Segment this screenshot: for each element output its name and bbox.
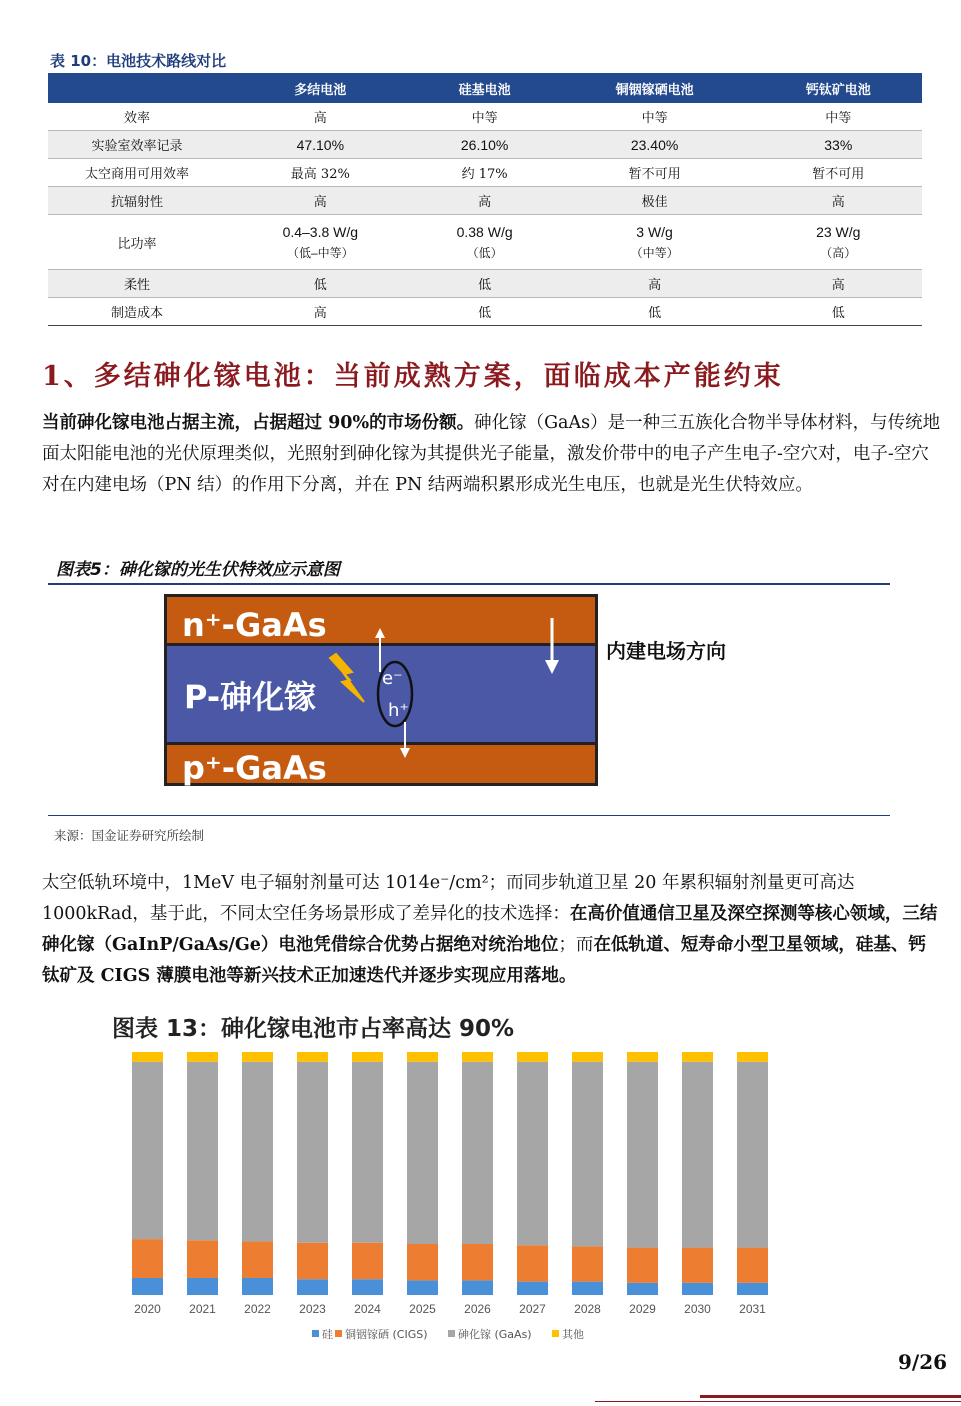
page-number: 9/26 xyxy=(898,1350,948,1374)
figure5-caption: 图表5：砷化镓的光生伏特效应示意图 xyxy=(56,560,340,580)
bar-segment xyxy=(462,1280,493,1295)
bar-segment xyxy=(462,1244,493,1280)
bar-segment xyxy=(517,1062,548,1245)
bar-segment xyxy=(517,1282,548,1295)
legend-swatch xyxy=(552,1330,559,1337)
layer-bottom-label: p⁺-GaAs xyxy=(182,749,327,787)
bar-segment xyxy=(132,1062,163,1239)
table-cell: 中等 xyxy=(755,103,922,131)
table-row xyxy=(48,103,922,131)
bar-segment xyxy=(682,1052,713,1062)
bar-segment xyxy=(132,1052,163,1062)
table-cell: 低 xyxy=(555,298,755,326)
bar-segment xyxy=(737,1248,768,1283)
section-title: 1、多结砷化镓电池：当前成熟方案，面临成本产能约束 xyxy=(42,361,784,392)
bar-segment xyxy=(572,1282,603,1295)
bar-segment xyxy=(297,1243,328,1279)
chart-legend xyxy=(312,1327,584,1341)
bar-segment xyxy=(352,1279,383,1295)
table-cell: 低 xyxy=(415,270,555,298)
row-label: 抗辐射性 xyxy=(48,187,226,215)
table-cell: 高 xyxy=(755,270,922,298)
bar-segment xyxy=(407,1062,438,1244)
row-label: 实验室效率记录 xyxy=(48,131,226,159)
table-cell: 26.10% xyxy=(415,131,555,159)
x-tick-label: 2031 xyxy=(739,1302,766,1316)
bar-segment xyxy=(517,1245,548,1281)
paragraph-radiation xyxy=(42,868,942,992)
electron-label: e⁻ xyxy=(382,668,403,689)
figure5-source: 来源：国金证券研究所绘制 xyxy=(54,828,205,843)
row-label: 比功率 xyxy=(48,215,226,270)
bar-segment xyxy=(407,1244,438,1280)
table-row xyxy=(48,159,922,187)
table-cell: 0.38 W/g （低） xyxy=(415,215,555,270)
paragraph-bold: 在低轨道、短寿命小型卫星领域，硅基、钙钛矿及 CIGS 薄膜电池等新兴技术正加速迭代并逐步实现应用落地。 xyxy=(42,935,926,986)
bar-segment xyxy=(242,1278,273,1295)
table-cell: 暂不可用 xyxy=(555,159,755,187)
bar-segment xyxy=(132,1239,163,1278)
layer-mid-label: P-砷化镓 xyxy=(184,678,317,716)
table-cell: 中等 xyxy=(555,103,755,131)
x-tick-label: 2024 xyxy=(354,1302,381,1316)
table-cell: 0.4–3.8 W/g （低–中等） xyxy=(226,215,415,270)
field-direction-label: 内建电场方向 xyxy=(606,639,726,663)
figure-rule xyxy=(48,815,890,816)
table-cell: 最高 32% xyxy=(226,159,415,187)
table-header-cell: 钙钛矿电池 xyxy=(755,73,922,103)
x-tick-label: 2023 xyxy=(299,1302,326,1316)
bar-segment xyxy=(627,1062,658,1248)
bar-segment xyxy=(352,1062,383,1243)
bar-segment xyxy=(737,1062,768,1248)
bar-segment xyxy=(352,1052,383,1062)
tech-comparison-table xyxy=(48,73,922,326)
table-header-cell: 铜铟镓硒电池 xyxy=(555,73,755,103)
table-cell: 低 xyxy=(226,270,415,298)
bar-segment xyxy=(242,1052,273,1062)
photovoltaic-diagram xyxy=(164,594,744,794)
bar-segment xyxy=(187,1278,218,1295)
x-tick-label: 2029 xyxy=(629,1302,656,1316)
row-label: 柔性 xyxy=(48,270,226,298)
bar-segment xyxy=(682,1283,713,1295)
bar-segment xyxy=(242,1242,273,1278)
bar-segment xyxy=(572,1052,603,1062)
paragraph-text: 太空低轨环境中，1MeV 电子辐射剂量可达 1014e⁻/cm²；而同步轨道卫星 20 年累积辐射剂量更可高达 1000kRad，基于此，不同太空任务场景形成了差异化的技术选择： xyxy=(42,873,855,924)
bar-segment xyxy=(297,1279,328,1295)
table-cell: 高 xyxy=(555,270,755,298)
bar-segment xyxy=(187,1240,218,1278)
bar-segment xyxy=(462,1052,493,1062)
layer-top-label: n⁺-GaAs xyxy=(182,606,327,644)
x-tick-label: 2025 xyxy=(409,1302,436,1316)
table-row xyxy=(48,215,922,270)
legend-label: 铜铟镓硒 (CIGS) xyxy=(345,1328,428,1341)
table-cell: 47.10% xyxy=(226,131,415,159)
table-header-cell: 多结电池 xyxy=(226,73,415,103)
paragraph-bold-lead: 当前砷化镓电池占据主流，占据超过 90%的市场份额。 xyxy=(42,413,475,433)
table-cell: 中等 xyxy=(415,103,555,131)
chart-bars xyxy=(132,1052,768,1295)
table-header-row xyxy=(48,73,922,103)
table-row xyxy=(48,298,922,326)
paragraph-text: ；而 xyxy=(558,935,594,955)
x-tick-label: 2028 xyxy=(574,1302,601,1316)
table-cell: 暂不可用 xyxy=(755,159,922,187)
table-cell: 极佳 xyxy=(555,187,755,215)
bar-segment xyxy=(572,1246,603,1281)
table-cell: 23.40% xyxy=(555,131,755,159)
legend-label: 其他 xyxy=(562,1328,584,1341)
table-cell: 23 W/g （高） xyxy=(755,215,922,270)
x-tick-label: 2022 xyxy=(244,1302,271,1316)
bar-segment xyxy=(682,1248,713,1283)
footer-rule xyxy=(700,1395,961,1398)
market-share-chart xyxy=(112,1040,792,1350)
table-cell: 高 xyxy=(226,187,415,215)
bar-segment xyxy=(517,1052,548,1062)
table-cell: 低 xyxy=(415,298,555,326)
legend-label: 砷化镓 (GaAs) xyxy=(458,1328,532,1341)
legend-swatch xyxy=(448,1330,455,1337)
bar-segment xyxy=(407,1052,438,1062)
paragraph-gaas-intro xyxy=(42,408,942,501)
row-label: 制造成本 xyxy=(48,298,226,326)
bar-segment xyxy=(407,1280,438,1295)
table-row xyxy=(48,131,922,159)
table-cell: 约 17% xyxy=(415,159,555,187)
table-row xyxy=(48,270,922,298)
legend-swatch xyxy=(312,1330,319,1337)
footer-rule xyxy=(595,1401,961,1402)
bar-segment xyxy=(242,1062,273,1242)
bar-segment xyxy=(572,1062,603,1247)
paragraph-text: 砷化镓（GaAs）是一种三五族化合物半导体材料，与传统地面太阳能电池的光伏原理类似，光照射到砷化镓为其提供光子能量，激发价带中的电子产生电子-空穴对，电子-空穴对在内建电场（PN 结）的作用下分离，并在 PN 结两端积累形成光生电压，也就是光生伏特效应。 xyxy=(42,413,941,495)
bar-segment xyxy=(737,1052,768,1062)
bar-segment xyxy=(627,1052,658,1062)
table-cell: 3 W/g （中等） xyxy=(555,215,755,270)
hole-label: h⁺ xyxy=(388,700,409,721)
legend-swatch xyxy=(335,1330,342,1337)
bar-segment xyxy=(297,1062,328,1243)
table-cell: 低 xyxy=(755,298,922,326)
table-cell: 高 xyxy=(415,187,555,215)
table-cell: 33% xyxy=(755,131,922,159)
bar-segment xyxy=(462,1062,493,1244)
figure-rule xyxy=(48,583,890,585)
table-caption: 表 10：电池技术路线对比 xyxy=(50,52,227,70)
row-label: 效率 xyxy=(48,103,226,131)
table-cell: 高 xyxy=(755,187,922,215)
row-label: 太空商用可用效率 xyxy=(48,159,226,187)
x-tick-label: 2026 xyxy=(464,1302,491,1316)
chart-title: 图表 13：砷化镓电池市占率高达 90% xyxy=(112,1016,515,1042)
bar-segment xyxy=(132,1278,163,1295)
table-header-cell xyxy=(48,73,226,103)
bar-segment xyxy=(627,1248,658,1283)
x-tick-label: 2030 xyxy=(684,1302,711,1316)
paragraph-bold: 在高价值通信卫星及深空探测等核心领域，三结砷化镓（GaInP/GaAs/Ge）电池凭借综合优势占据绝对统治地位 xyxy=(42,904,938,955)
legend-label: 硅 xyxy=(322,1328,333,1341)
bar-segment xyxy=(187,1062,218,1241)
table-row xyxy=(48,187,922,215)
table-cell: 高 xyxy=(226,103,415,131)
bar-segment xyxy=(352,1243,383,1279)
table-cell: 高 xyxy=(226,298,415,326)
bar-segment xyxy=(682,1062,713,1248)
table-header-cell: 硅基电池 xyxy=(415,73,555,103)
x-tick-label: 2020 xyxy=(134,1302,161,1316)
bar-segment xyxy=(187,1052,218,1062)
bar-segment xyxy=(627,1283,658,1295)
chart-x-labels xyxy=(134,1302,766,1316)
bar-segment xyxy=(737,1283,768,1295)
bar-segment xyxy=(297,1052,328,1062)
x-tick-label: 2021 xyxy=(189,1302,216,1316)
x-tick-label: 2027 xyxy=(519,1302,546,1316)
